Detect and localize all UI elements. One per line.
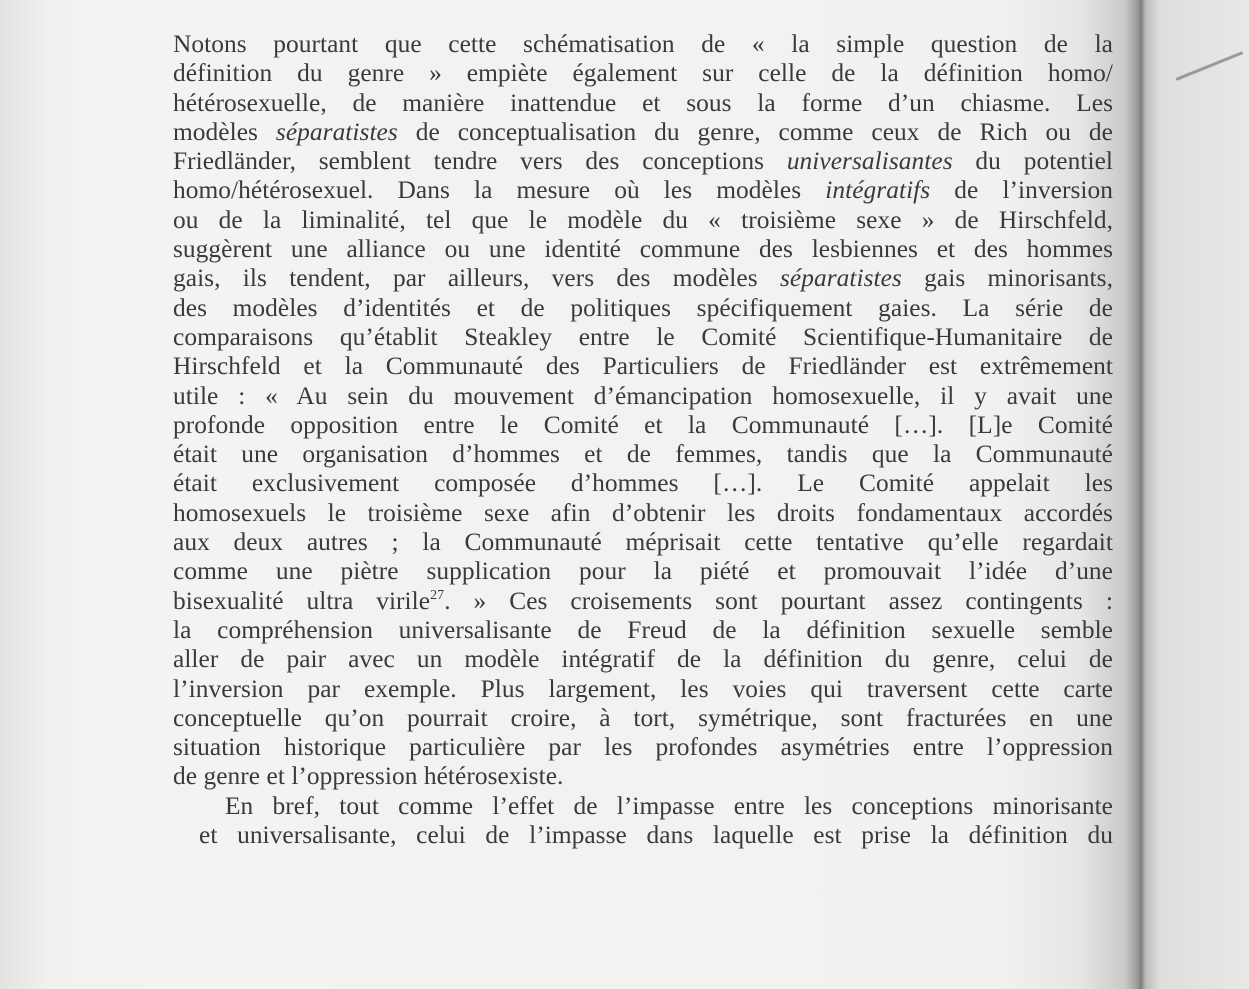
text-line: homosexuels le troisième sexe afin d’obtenir les droits fondamentaux accordés [173, 498, 1113, 527]
text-line: des modèles d’identités et de politiques spécifiquement gaies. La série de [173, 293, 1113, 322]
text-line: aux deux autres ; la Communauté méprisait cette tentative qu’elle regardait [173, 528, 1113, 557]
text-line: comme une piètre supplication pour la piété et promouvait l’idée d’une [173, 557, 1113, 586]
text-line: aller de pair avec un modèle intégratif de la définition du genre, celui de [173, 645, 1113, 674]
text-line: Notons pourtant que cette schématisation de « la simple question de la [173, 30, 1113, 58]
text-line: utile : « Au sein du mouvement d’émancipation homosexuelle, il y avait une [173, 381, 1113, 410]
italic-term: séparatistes [275, 117, 398, 146]
italic-term: universalisantes [786, 147, 953, 176]
text-line: était une organisation d’hommes et de femmes, tandis que la Communauté [173, 440, 1113, 469]
text-line: de genre et l’oppression hétérosexiste. [173, 762, 564, 791]
paragraph [173, 30, 1113, 792]
pencil-mark [1175, 51, 1243, 81]
text-line: et universalisante, celui de l’impasse dans laquelle est prise la définition du [199, 821, 1113, 850]
text-line: Hirschfeld et la Communauté des Particuliers de Friedländer est extrêmement [173, 352, 1113, 381]
text-line: En bref, tout comme l’effet de l’impasse entre les conceptions minorisante [225, 791, 1113, 820]
text-line: gais, ils tendent, par ailleurs, vers des modèles séparatistes gais minorisants, [173, 264, 1113, 293]
text-line: homo/hétérosexuel. Dans la mesure où les modèles intégratifs de l’inversion [173, 176, 1114, 205]
italic-term: intégratifs [825, 176, 931, 205]
text-line: profonde opposition entre le Comité et la Communauté […]. [L]e Comité [173, 410, 1113, 439]
text-line: Friedländer, semblent tendre vers des conceptions universalisantes du potentiel [173, 147, 1113, 176]
italic-term: séparatistes [779, 264, 902, 293]
text-line: modèles séparatistes de conceptualisation du genre, comme ceux de Rich ou de [173, 117, 1113, 146]
text-line: était exclusivement composée d’hommes […]. Le Comité appelait les [173, 469, 1113, 498]
text-line: l’inversion par exemple. Plus largement, les voies qui traversent cette carte [173, 674, 1113, 703]
text-line: situation historique particulière par les profondes asymétries entre l’oppression [173, 733, 1113, 762]
body-text [173, 30, 1113, 850]
text-line: ou de la liminalité, tel que le modèle du « troisième sexe » de Hirschfeld, [173, 205, 1113, 234]
text-line: comparaisons qu’établit Steakley entre le Comité Scientifique-Humanitaire de [173, 322, 1113, 351]
text-line: hétérosexuelle, de manière inattendue et sous la forme d’un chiasme. Les [173, 88, 1113, 117]
footnote-ref: 27 [430, 587, 445, 603]
text-line: suggèrent une alliance ou une identité commune des lesbiennes et des hommes [173, 235, 1113, 264]
facing-page-bleed-through [8, 790, 48, 960]
text-line: conceptuelle qu’on pourrait croire, à tort, symétrique, sont fracturées en une [173, 703, 1113, 732]
paragraph [173, 792, 1113, 851]
text-line: la compréhension universalisante de Freud de la définition sexuelle semble [173, 615, 1113, 644]
text-line: bisexualité ultra virile$^{27}$. » Ces croisements sont pourtant assez contingents : [173, 586, 1113, 615]
text-line: définition du genre » empiète également sur celle de la définition homo/ [173, 59, 1113, 88]
